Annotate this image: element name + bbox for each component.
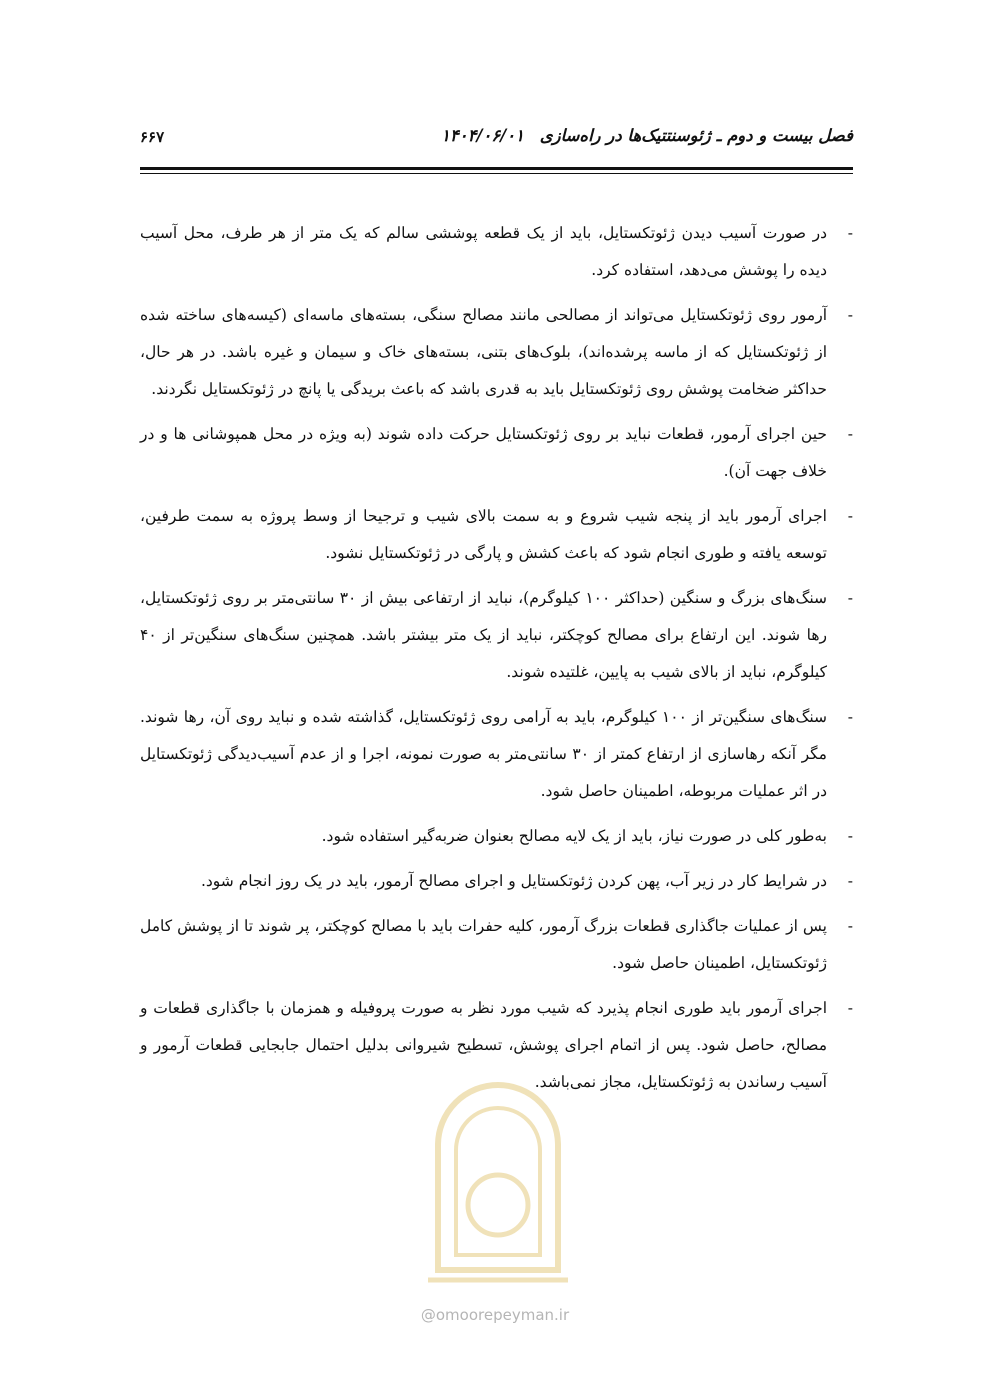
bullet-text: پس از عملیات جاگذاری قطعات بزرگ آرمور، کلیه حفرات باید با مصالح کوچکتر، پر شوند تا از پوشش کامل ژئوتکستایل، اطمینان حاصل شود. <box>140 917 827 972</box>
seal-logo-svg <box>398 1055 598 1295</box>
list-item <box>140 297 853 408</box>
bullet-text: اجرای آرمور باید طوری انجام پذیرد که شیب مورد نظر به صورت پروفیله و همزمان با جاگذاری قطعات و مصالح، حاصل شود. پس از اتمام اجرای پوشش، تسطیح شیروانی بدلیل احتمال جابجایی قطعات آرمور و آسیب رساندن به ژئوتکستایل، مجاز نمی‌باشد. <box>140 999 827 1091</box>
header-rule-thick <box>140 167 853 170</box>
bullet-dash: - <box>847 827 853 845</box>
bullet-dash: - <box>847 917 853 935</box>
page-number: ۶۶۷ <box>140 128 165 146</box>
header-date: ۱۴۰۴/۰۶/۰۱ <box>440 126 524 145</box>
list-item <box>140 818 853 855</box>
header-title <box>441 126 853 145</box>
bullet-text: سنگ‌های سنگین‌تر از ۱۰۰ کیلوگرم، باید به آرامی روی ژئوتکستایل، گذاشته شده و نباید روی آن، رها شوند. مگر آنکه رهاسازی از ارتفاع کمتر از ۳۰ سانتی‌متر به صورت نمونه، اجرا و از عدم آسیب‌دیدگی ژئوتکستایل در اثر عملیات مربوطه، اطمینان حاصل شود. <box>140 708 827 800</box>
bullet-dash: - <box>847 425 853 443</box>
bullet-text: در صورت آسیب دیدن ژئوتکستایل، باید از یک قطعه پوششی سالم که یک متر از هر طرف، محل آسیب دیده را پوشش می‌دهد، استفاده کرد. <box>140 224 827 279</box>
bullet-dash: - <box>847 507 853 525</box>
list-item <box>140 863 853 900</box>
bullet-text: در شرایط کار در زیر آب، پهن کردن ژئوتکستایل و اجرای مصالح آرمور، باید در یک روز انجام شود. <box>200 872 827 890</box>
bullet-text: آرمور روی ژئوتکستایل می‌تواند از مصالحی مانند مصالح سنگی، بسته‌های ماسه‌ای (کیسه‌های ساخته شده از ژئوتکستایل که از ماسه پرشده‌اند)، بلوک‌های بتنی، بسته‌های خاک و سیمان و غیره باشد. در هر حال، حداکثر ضخامت پوشش روی ژئوتکستایل باید به قدری باشد که باعث بریدگی یا پانچ در ژئوتکستایل نگردند. <box>140 306 827 398</box>
list-item <box>140 215 853 289</box>
bullet-dash: - <box>847 999 853 1017</box>
watermark-text: @omoorepeyman.ir <box>420 1306 570 1324</box>
page-header <box>140 126 853 156</box>
header-rule-thin <box>140 173 853 174</box>
list-item <box>140 699 853 810</box>
bullet-dash: - <box>847 306 853 324</box>
bullet-list <box>140 215 853 1101</box>
bullet-dash: - <box>847 872 853 890</box>
bullet-text: حین اجرای آرمور، قطعات نباید بر روی ژئوتکستایل حرکت داده شوند (به ویژه در محل همپوشانی ها و در خلاف جهت آن). <box>140 425 827 480</box>
bullet-text: به‌طور کلی در صورت نیاز، باید از یک لایه مصالح بعنوان ضربه‌گیر استفاده شود. <box>321 827 827 845</box>
bullet-dash: - <box>847 589 853 607</box>
list-item <box>140 416 853 490</box>
bullet-dash: - <box>847 224 853 242</box>
list-item <box>140 498 853 572</box>
bullet-text: اجرای آرمور باید از پنجه شیب شروع و به سمت بالای شیب و ترجیحا از وسط پروژه به سمت طرفین، توسعه یافته و طوری انجام شود که باعث کشش و پارگی در ژئوتکستایل نشود. <box>140 507 827 562</box>
seal-logo-icon <box>398 1055 598 1295</box>
list-item <box>140 580 853 691</box>
page-body <box>140 215 853 1109</box>
chapter-title: فصل بیست و دوم ـ ژئوسنتتیک‌ها در راه‌سازی <box>539 126 853 145</box>
bullet-dash: - <box>847 708 853 726</box>
list-item <box>140 908 853 982</box>
bullet-text: سنگ‌های بزرگ و سنگین (حداکثر ۱۰۰ کیلوگرم)، نباید از ارتفاعی بیش از ۳۰ سانتی‌متر بر روی ژئوتکستایل، رها شوند. این ارتفاع برای مصالح کوچکتر، نباید از یک متر بیشتر باشد. همچنین سنگ‌های سنگین‌تر از ۴۰ کیلوگرم، نباید از بالای شیب به پایین، غلتیده شوند. <box>140 589 827 681</box>
